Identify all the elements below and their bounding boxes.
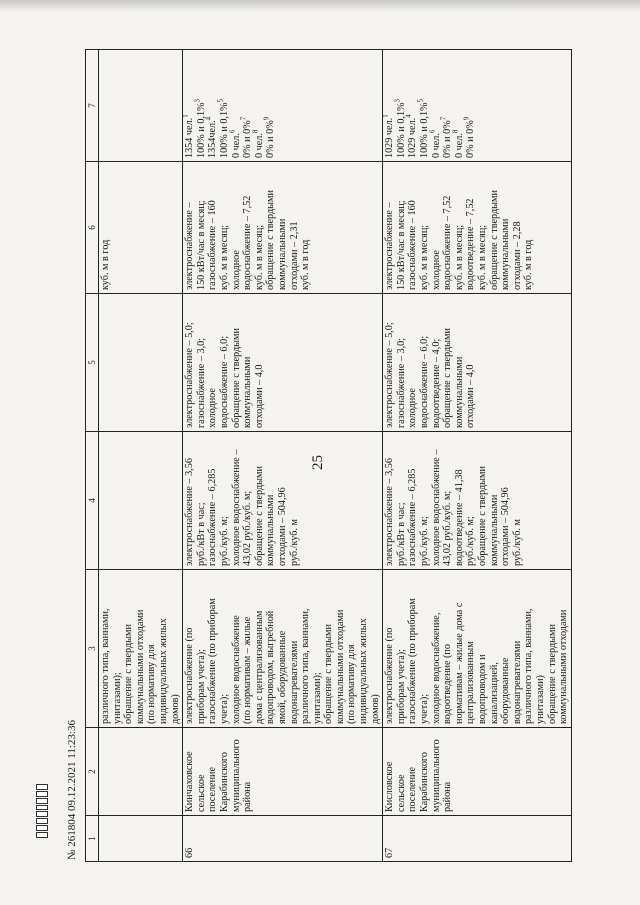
cell-line: отходами – 504,96: [500, 487, 512, 566]
cell-line: (по нормативу для: [146, 644, 158, 724]
cell-line: обращение с твердыми: [488, 190, 500, 290]
column-number-3: 3: [86, 570, 99, 728]
cell-line: холодное водоснабжение –: [430, 449, 442, 566]
cell-line: 1354чел.$^4$: [204, 116, 219, 158]
cell-line: водопроводом и: [477, 654, 488, 724]
cell-line: 100% и 0,1%$^3$: [193, 98, 207, 158]
cell-line: электроснабжение – 3,56: [384, 458, 396, 566]
cell-line: поселение: [407, 767, 419, 812]
cell-line: канализацией,: [488, 662, 500, 724]
cell-line: коммунальными: [242, 356, 254, 428]
cell-line: коммунальными: [488, 494, 500, 566]
cell-line: района: [242, 781, 254, 812]
cell-line: газоснабжение – 3,0;: [395, 337, 407, 428]
cell-line: оборудованные: [500, 657, 512, 724]
cell-line: куб. м в месяц;: [419, 224, 431, 290]
cell-line: отходами – 4,0: [253, 364, 265, 428]
cell-line: коммунальными отходами: [134, 609, 146, 724]
cell-line: газоснабжение – 3,0;: [195, 337, 207, 428]
column-number-row: [86, 50, 99, 862]
cell-line: поселение: [207, 767, 219, 812]
row-number: 66: [183, 816, 383, 862]
cell-line: обращение с твердыми: [546, 624, 558, 724]
cell-line: коммунальными: [265, 494, 277, 566]
cell-line: индивидуальных жилых: [157, 618, 169, 724]
cell-line: руб./куб. м: [511, 519, 523, 566]
cell-line: холодное: [407, 388, 419, 428]
cell-line: ямой, оборудованные: [276, 630, 288, 724]
cell-line: домов): [169, 694, 181, 724]
cell-line: обращение с твердыми: [477, 466, 488, 566]
cell-line: куб. м в год: [300, 239, 312, 290]
cell-line: 0 чел.$^8$: [251, 129, 265, 158]
cell-line: газоснабжение – 6,285: [407, 468, 419, 566]
rotated-table-container: [85, 50, 575, 862]
cell-line: различного типа, ваннами,: [300, 608, 312, 724]
cell-line: водоснабжение – 7,52: [242, 195, 254, 290]
cell-line: унитазами);: [311, 672, 323, 724]
cell-line: коммунальными отходами: [334, 609, 346, 724]
cell-line: 1354 чел.$^1$: [181, 114, 196, 158]
consumption-volume: [183, 162, 383, 294]
cell-line: руб./куб. м;: [218, 516, 230, 566]
cell-line: электроснабжение – 5,0;: [384, 322, 396, 428]
scan-edge: [0, 0, 640, 12]
cell-line: обращение с твердыми: [123, 624, 135, 724]
cell-line: 0% и 0%$^9$: [262, 116, 277, 158]
cell-line: Кисловское: [384, 761, 396, 812]
cell-line: холодное водоснабжение –: [230, 449, 242, 566]
cell-line: руб./куб. м;: [419, 516, 431, 566]
table-row: [383, 50, 572, 862]
cell-line: руб./кВт в час;: [395, 502, 407, 566]
cell-line: водоотведение – 41,38: [453, 469, 465, 566]
cell-line: водонагревателями: [288, 640, 300, 724]
tariff-table: [85, 49, 572, 862]
column-number-6: 6: [86, 162, 99, 294]
row-number: 67: [383, 816, 572, 862]
cell-line: куб. м в месяц;: [453, 224, 465, 290]
growth-index: [183, 294, 383, 432]
cell-line: куб. м в месяц;: [477, 224, 488, 290]
cell-line: отходами – 2,28: [511, 221, 523, 290]
cell-line: водоснабжение – 7,52: [442, 195, 454, 290]
table-row: [183, 50, 383, 862]
cell-line: электроснабжение – 3,56: [184, 458, 196, 566]
cell-line: обращение с твердыми: [323, 624, 335, 724]
cell-line: обращение с твердыми: [442, 328, 454, 428]
cell-line: водоотведение – 7,52: [465, 198, 477, 290]
cell-line: (по нормативу для: [346, 644, 358, 724]
population-share: [183, 50, 383, 162]
cell-line: холодное: [207, 388, 219, 428]
cell-line: коммунальными отходами: [558, 609, 570, 724]
cell-line: куб. м в месяц;: [253, 224, 265, 290]
cell-line: 100% и 0,1%$^5$: [416, 98, 431, 158]
cell-line: обращение с твердыми: [265, 190, 277, 290]
cell-line: сельское: [395, 774, 407, 812]
cell-line: отходами – 4,0: [465, 364, 477, 428]
cell-line: 43,02 руб./куб. м;: [242, 490, 254, 566]
cell-line: электроснабжение – 5,0;: [184, 322, 196, 428]
cell-line: водоотведение (по: [442, 644, 454, 724]
cell-line: электроснабжение (по: [184, 627, 196, 724]
cell-line: обращение с твердыми: [253, 466, 265, 566]
growth-index: [383, 294, 572, 432]
cell-line: обращение с твердыми: [230, 328, 242, 428]
cell-line: 0% и 0%$^7$: [439, 116, 454, 158]
column-number-4: 4: [86, 432, 99, 570]
cell-line: 100% и 0,1%$^5$: [216, 98, 230, 158]
cell-line: руб./кВт в час;: [195, 502, 207, 566]
cell-line: учета);: [419, 693, 431, 724]
cell-line: дома с централизованным: [253, 610, 265, 724]
cell-line: водонагревателями: [511, 640, 523, 724]
cell-line: холодное водоснабжение: [230, 615, 242, 724]
cell-line: водоотведение – 4,0;: [430, 338, 442, 428]
cell-line: электроснабжение –: [384, 202, 396, 290]
cell-line: домов): [369, 694, 381, 724]
cell-line: отходами – 504,96: [276, 487, 288, 566]
cont-c2: [99, 728, 183, 816]
column-number-1: 1: [86, 816, 99, 862]
cell-line: 1029 чел.$^1$: [381, 114, 396, 158]
cell-line: централизованным: [465, 641, 477, 724]
cell-line: района: [442, 781, 454, 812]
column-number-2: 2: [86, 728, 99, 816]
tariffs: [183, 432, 383, 570]
cell-line: электроснабжение (по: [384, 627, 396, 724]
cell-line: газоснабжение (по приборам: [207, 598, 219, 724]
cell-line: 150 кВт/час в месяц;: [195, 200, 207, 290]
cell-line: руб./куб. м;: [465, 516, 477, 566]
cell-line: учета);: [218, 693, 230, 724]
cell-line: приборам учета);: [195, 649, 207, 724]
column-number-5: 5: [86, 294, 99, 432]
cell-line: унитазами);: [111, 672, 123, 724]
cont-c4: [99, 432, 183, 570]
cell-line: куб. м в год: [100, 239, 111, 290]
settlement-name: [183, 728, 383, 816]
cell-line: 43,02 руб./куб. м;: [442, 490, 454, 566]
cell-line: сельское: [195, 774, 207, 812]
cell-line: руб./куб. м: [288, 519, 300, 566]
services-list: [383, 570, 572, 728]
cell-line: газоснабжение (по приборам: [407, 598, 419, 724]
cell-line: Карабинского: [419, 752, 431, 812]
cell-line: газоснабжение – 160: [407, 200, 419, 290]
cell-line: холодное: [230, 250, 242, 290]
cell-line: 0 чел.$^6$: [228, 129, 242, 158]
cont-c1: [99, 816, 183, 862]
cell-line: муниципального: [230, 739, 242, 812]
population-share: [383, 50, 572, 162]
cont-c5: [99, 294, 183, 432]
cell-line: коммунальными: [500, 218, 512, 290]
cell-line: коммунальными: [276, 218, 288, 290]
cell-line: водоснабжение – 6,0;: [218, 335, 230, 428]
page-number: 25: [310, 455, 326, 470]
cell-line: различного типа, ваннами,: [523, 608, 535, 724]
consumption-volume: [383, 162, 572, 294]
cell-line: 0% и 0%$^9$: [463, 116, 477, 158]
cell-line: 0 чел.$^6$: [428, 129, 442, 158]
cell-line: 100% и 0,1%$^3$: [393, 98, 407, 158]
document-serial: № 261804 09.12.2021 11:23:36: [66, 720, 78, 860]
cell-line: 0% и 0%$^7$: [239, 116, 254, 158]
cell-line: куб. м в год: [523, 239, 535, 290]
cell-line: газоснабжение – 160: [207, 200, 219, 290]
cont-c6: [99, 162, 183, 294]
cell-line: водоснабжение – 6,0;: [419, 335, 431, 428]
cell-line: куб. м в месяц;: [218, 224, 230, 290]
cell-line: электроснабжение –: [184, 202, 196, 290]
tariffs: [383, 432, 572, 570]
cont-c3: [99, 570, 183, 728]
cell-line: приборам учета);: [395, 649, 407, 724]
cell-line: 1029 чел.$^4$: [405, 114, 419, 158]
cell-line: холодное водоснабжение,: [430, 612, 442, 724]
cell-line: унитазами): [534, 675, 546, 724]
cell-line: Кинчаховское: [184, 751, 196, 812]
cell-line: нормативам – жилые дома с: [453, 602, 465, 724]
cont-c7: [99, 50, 183, 162]
settlement-name: [383, 728, 572, 816]
services-list: [183, 570, 383, 728]
continuation-row: [99, 50, 183, 862]
cell-line: 150 кВт/час в месяц;: [395, 200, 407, 290]
cell-line: водопроводом, выгребной: [265, 610, 277, 724]
cell-line: (по нормативам – жилые: [242, 616, 254, 724]
cell-line: холодное: [430, 250, 442, 290]
cell-line: Карабинского: [218, 752, 230, 812]
cell-line: 0 чел.$^8$: [451, 129, 465, 158]
cell-line: отходами – 2,31: [288, 221, 300, 290]
column-number-7: 7: [86, 50, 99, 162]
cell-line: газоснабжение – 6,285: [207, 468, 219, 566]
registry-stamp: [36, 784, 48, 838]
cell-line: коммунальными: [453, 356, 465, 428]
cell-line: индивидуальных жилых: [358, 618, 370, 724]
cell-line: различного типа, ваннами,: [100, 608, 111, 724]
cell-line: муниципального: [430, 739, 442, 812]
